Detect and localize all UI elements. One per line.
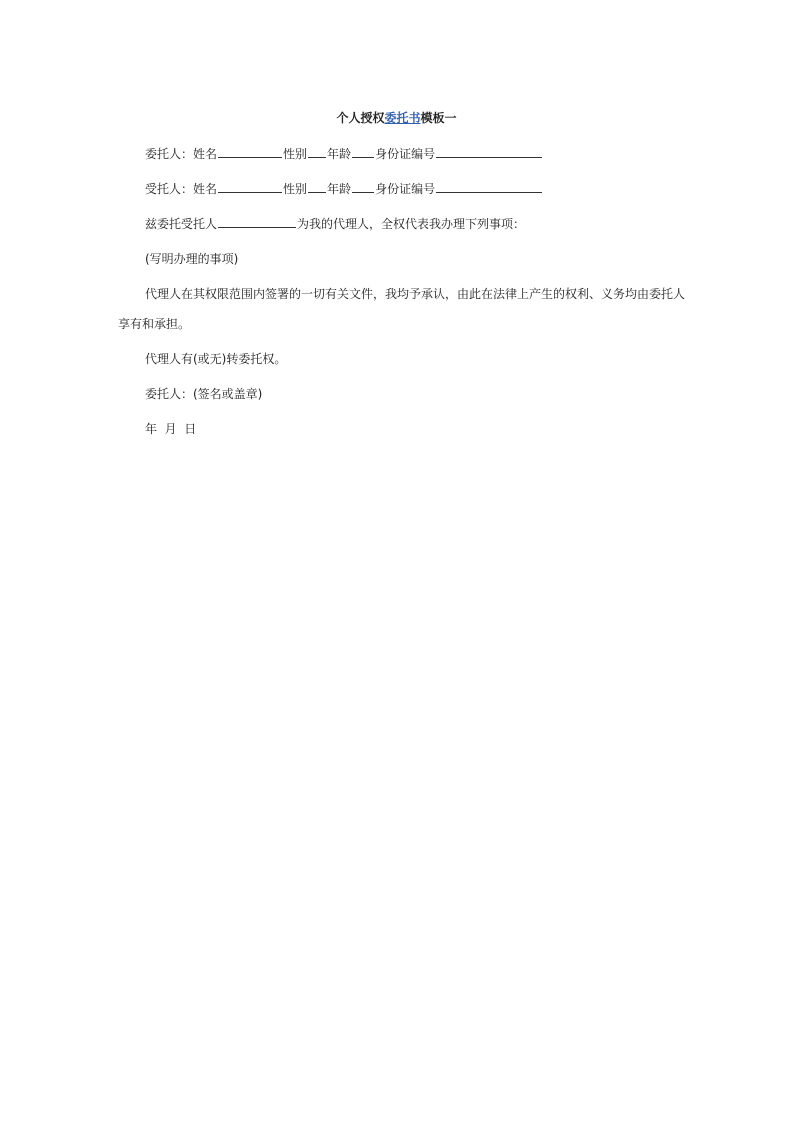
- agent-name-label: 姓名: [193, 182, 218, 196]
- title-suffix: 模板一: [420, 111, 457, 125]
- principal-name-blank: [218, 145, 282, 158]
- agent-id-blank: [436, 180, 542, 193]
- title-prefix: 个人授权: [336, 111, 385, 125]
- signature-line: 委托人：(签名或盖章): [145, 387, 263, 401]
- appointment-prefix: 兹委托受托人: [145, 217, 218, 231]
- agent-gender-label: 性别: [283, 182, 308, 196]
- matters-note: (写明办理的事项): [145, 252, 239, 266]
- principal-name-label: 姓名: [193, 147, 218, 161]
- principal-line: [145, 145, 543, 163]
- appointment-suffix: 为我的代理人，全权代表我办理下列事项：: [297, 217, 526, 231]
- agent-name-blank: [218, 180, 282, 193]
- agent-label: 受托人：: [145, 182, 194, 196]
- principal-id-label: 身份证编号: [375, 147, 436, 161]
- appointment-blank: [218, 215, 296, 228]
- subdelegation-line: 代理人有(或无)转委托权。: [145, 352, 287, 366]
- document-title: [0, 109, 793, 127]
- principal-age-label: 年龄: [327, 147, 352, 161]
- principal-gender-label: 性别: [283, 147, 308, 161]
- agent-age-blank: [352, 180, 374, 193]
- principal-age-blank: [352, 145, 374, 158]
- responsibility-paragraph: 代理人在其权限范围内签署的一切有关文件，我均予承认，由此在法律上产生的权利、义务均由委托人享有和承担。: [118, 287, 686, 331]
- title-link[interactable]: 委托书: [384, 111, 421, 125]
- appointment-line: [145, 215, 525, 233]
- agent-line: [145, 180, 543, 198]
- agent-id-label: 身份证编号: [375, 182, 436, 196]
- agent-age-label: 年龄: [327, 182, 352, 196]
- date-line: 年 月 日: [145, 422, 197, 436]
- principal-label: 委托人：: [145, 147, 194, 161]
- principal-id-blank: [436, 145, 542, 158]
- agent-gender-blank: [308, 180, 326, 193]
- principal-gender-blank: [308, 145, 326, 158]
